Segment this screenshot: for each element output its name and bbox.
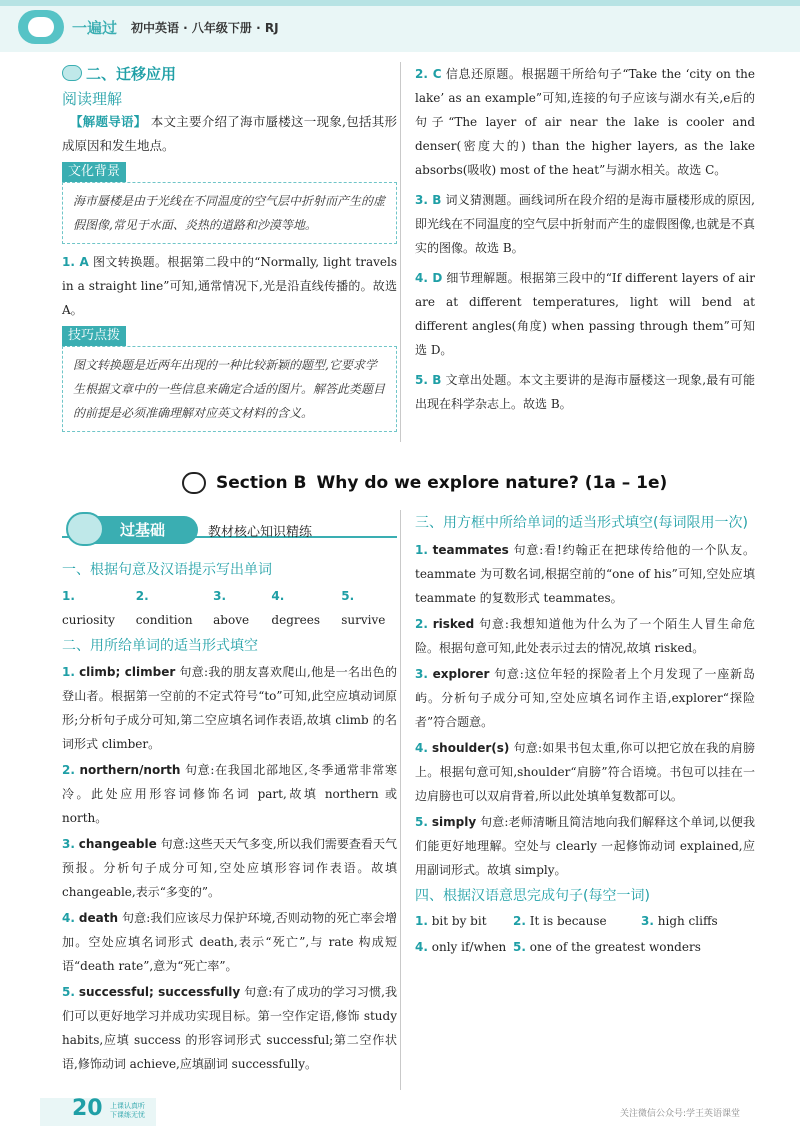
section-title: 二、迁移应用 <box>86 64 177 83</box>
answer-word: above <box>213 613 250 627</box>
answer-key: simply <box>431 815 477 829</box>
answer-item <box>415 662 755 734</box>
exercise-four-list <box>415 908 755 960</box>
column-divider <box>400 510 401 1090</box>
exercise-heading: 三、用方框中所给单词的适当形式填空(每词限用一次) <box>415 515 748 531</box>
answer-number: 4. <box>415 940 428 954</box>
answer-key: death <box>78 911 118 925</box>
page-number: 20 <box>72 1096 103 1121</box>
answer-explanation: 句意:看!约翰正在把球传给他的一个队友。teammate 为可数名词,根据空前的“one of his”可知,空处应填 teammate 的复数形式 teammates。 <box>415 543 755 605</box>
banner-pill: 过基础 <box>76 516 198 544</box>
answer-number: 2. <box>513 914 526 928</box>
answer-key: changeable <box>78 837 157 851</box>
answer-number: 2. C <box>415 67 442 81</box>
answer-key: shoulder(s) <box>432 741 510 755</box>
culture-label: 文化背景 <box>62 162 126 182</box>
slogan-line: 下课练无忧 <box>110 1111 145 1119</box>
answer-text: 细节理解题。根据第三段中的“If different layers of air are at different temperatures, light will bend at different angles(角度) when passing through them”可知选 D。 <box>415 271 755 357</box>
sentence-answer <box>513 934 751 960</box>
exercise-two-list <box>62 660 397 1076</box>
watermark-text: 关注微信公众号:学王英语课堂 <box>620 1109 741 1119</box>
exercise-heading: 四、根据汉语意思完成句子(每空一词) <box>415 888 650 904</box>
exercise-three-list <box>415 538 755 882</box>
sentence-answer <box>415 908 513 934</box>
word-answer <box>136 584 203 632</box>
answer-explanation: 句意:这些天天气多变,所以我们需要查看天气预报。分析句子成分可知,空处应填形容词作表语。故填 changeable,表示“多变的”。 <box>62 837 397 899</box>
answer-item <box>415 266 755 362</box>
answer-phrase: It is because <box>529 914 607 928</box>
answer-number: 5. <box>62 985 75 999</box>
answer-number: 3. <box>213 589 227 603</box>
subject-label: 初中英语 · 八年级下册 · RJ <box>131 21 279 35</box>
part-b-right-column <box>415 510 755 960</box>
word-answer <box>271 584 331 632</box>
answer-item <box>415 188 755 260</box>
answer-key: risked <box>432 617 475 631</box>
practice-banner <box>62 514 397 548</box>
word-answer <box>213 584 261 632</box>
guide-text: 本文主要介绍了海市蜃楼这一现象,包括其形成原因和发生地点。 <box>62 114 397 153</box>
answer-item <box>62 758 397 830</box>
answer-number: 1. <box>415 914 428 928</box>
answer-number: 1. A <box>62 255 89 269</box>
answer-number: 2. <box>415 617 428 631</box>
sentence-answer <box>641 908 751 934</box>
header-strip <box>0 0 800 6</box>
sentence-answer <box>513 908 641 934</box>
answer-number: 5. <box>513 940 526 954</box>
sentence-answer <box>415 934 513 960</box>
answer-item <box>62 832 397 904</box>
answer-number: 4. D <box>415 271 443 285</box>
section-label: Section B <box>216 473 307 493</box>
answer-phrase: only if/when <box>431 940 507 954</box>
answer-number: 5. <box>415 815 428 829</box>
tip-label: 技巧点拨 <box>62 326 126 346</box>
section-star-icon <box>182 472 206 494</box>
word-answer <box>62 584 126 632</box>
answer-number: 2. <box>62 763 75 777</box>
mascot-logo-icon <box>18 10 64 44</box>
page-header <box>0 0 800 52</box>
answer-text: 词义猜测题。画线词所在段介绍的是海市蜃楼形成的原因,即光线在不同温度的空气层中折射而产生的虚假图像,也就是不真实的图像。故选 B。 <box>415 193 755 255</box>
answer-number: 3. B <box>415 193 442 207</box>
answer-item <box>415 810 755 882</box>
answer-item <box>62 660 397 756</box>
answer-item <box>415 538 755 610</box>
slogan-line: 上课认真听 <box>110 1102 145 1110</box>
answer-key: teammates <box>432 543 509 557</box>
part-a-right-column <box>415 62 755 416</box>
answer-number: 2. <box>135 589 149 603</box>
answer-phrase: bit by bit <box>431 914 487 928</box>
guide-tag: 【解题导语】 <box>70 114 147 129</box>
answer-key: explorer <box>432 667 490 681</box>
answer-item <box>415 736 755 808</box>
part-a-left-column <box>62 62 397 432</box>
answer-number: 4. <box>62 911 75 925</box>
section-title-text: Why do we explore nature? (1a – 1e) <box>316 473 668 493</box>
tip-box: 图文转换题是近两年出现的一种比较新颖的题型,它要求学生根据文章中的一些信息来确定合适的图片。解答此类题目的前提是必须准确理解对应英文材料的含义。 <box>62 346 397 432</box>
subsection-heading: 阅读理解 <box>62 90 123 108</box>
answer-key: successful; successfully <box>78 985 241 999</box>
answer-explanation: 句意:在我国北部地区,冬季通常非常寒冷。此处应用形容词修饰名词 part,故填 northern 或 north。 <box>62 763 397 825</box>
answer-text: 图文转换题。根据第二段中的“Normally, light travels in a straight line”可知,通常情况下,光是沿直线传播的。故选 A。 <box>62 255 397 317</box>
exercise-heading: 二、用所给单词的适当形式填空 <box>62 638 258 654</box>
column-divider <box>400 62 401 442</box>
answer-explanation: 句意:我的朋友喜欢爬山,他是一名出色的登山者。根据第一空前的不定式符号“to”可知,此空应填动词原形;分析句子成分可知,第二空应填名词作表语,故填 climb 的名词形式 climber。 <box>62 665 397 751</box>
brand-logo-text: 一遍过 <box>72 19 118 37</box>
answer-explanation: 句意:这位年轻的探险者上个月发现了一座新岛屿。分析句子成分可知,空处应填名词作主语,explorer“探险者”符合题意。 <box>415 667 755 729</box>
answer-number: 3. <box>641 914 654 928</box>
answer-item <box>62 250 397 322</box>
mascot-icon <box>66 512 104 546</box>
part-b-left-column <box>62 558 397 1076</box>
answer-phrase: one of the greatest wonders <box>529 940 701 954</box>
answer-key: climb; climber <box>79 665 176 679</box>
answer-item <box>415 368 755 416</box>
answer-explanation: 句意:我想知道他为什么为了一个陌生人冒生命危险。根据句意可知,此处表示过去的情况,故填 risked。 <box>415 617 755 655</box>
answer-text: 信息还原题。根据题干所给句子“Take the ‘city on the lake’ as an example”可知,连接的句子应该与湖水有关,e后的句子“The layer of air near the lake is cooler and denser(密度大的) than the higher layers, as the lake absorbs(吸收) most of the heat”与湖水相关。故选 C。 <box>415 67 755 177</box>
footer-slogan <box>110 1102 145 1120</box>
guide-paragraph <box>62 110 397 158</box>
section-b-title <box>182 470 667 496</box>
answer-explanation: 句意:我们应该尽力保护环境,否则动物的死亡率会增加。空处应填名词形式 death,表示“死亡”,与 rate 构成短语“death rate”,意为“死亡率”。 <box>62 911 397 973</box>
answer-phrase: high cliffs <box>657 914 718 928</box>
word-answers <box>62 584 397 632</box>
answer-item <box>62 906 397 978</box>
answer-word: curiosity <box>62 613 115 627</box>
banner-description: 教材核心知识精练 <box>208 525 313 540</box>
answer-item <box>415 62 755 182</box>
answer-number: 1. <box>62 665 75 679</box>
answer-number: 4. <box>415 741 428 755</box>
answer-text: 文章出处题。本文主要讲的是海市蜃楼这一现象,最有可能出现在科学杂志上。故选 B。 <box>415 373 755 411</box>
answer-item <box>415 612 755 660</box>
word-answer <box>341 584 397 632</box>
answer-explanation: 句意:有了成功的学习习惯,我们可以更好地学习并成功实现目标。第一空作定语,修饰 study habits,应填 success 的形容词形式 successful;第二空作状语,修饰动词 achieve,应填副词 successfully。 <box>62 985 397 1071</box>
answer-number: 1. <box>415 543 428 557</box>
page-footer <box>0 1092 800 1130</box>
section-heading <box>62 62 397 84</box>
answer-number: 5. <box>341 589 355 603</box>
answer-number: 5. B <box>415 373 442 387</box>
answer-number: 3. <box>62 837 75 851</box>
answer-word: degrees <box>271 613 320 627</box>
answer-number: 4. <box>271 589 285 603</box>
answer-item <box>62 980 397 1076</box>
answer-word: survive <box>341 613 386 627</box>
mascot-icon <box>62 65 82 81</box>
answer-number: 3. <box>415 667 428 681</box>
culture-box: 海市蜃楼是由于光线在不同温度的空气层中折射而产生的虚假图像,常见于水面、炎热的道路和沙漠等地。 <box>62 182 397 244</box>
answer-number: 1. <box>62 589 75 603</box>
answer-explanation: 句意:如果书包太重,你可以把它放在我的肩膀上。根据句意可知,shoulder“肩膀”符合语境。书包可以挂在一边肩膀也可以双肩背着,所以此处填单复数都可以。 <box>415 741 755 803</box>
answer-word: condition <box>135 613 193 627</box>
answer-explanation: 句意:老师清晰且简洁地向我们解释这个单词,以便我们能更好地理解。空处与 clearly 一起修饰动词 explained,应用副词形式。故填 simply。 <box>415 815 755 877</box>
answer-key: northern/north <box>79 763 181 777</box>
exercise-heading: 一、根据句意及汉语提示写出单词 <box>62 562 272 578</box>
